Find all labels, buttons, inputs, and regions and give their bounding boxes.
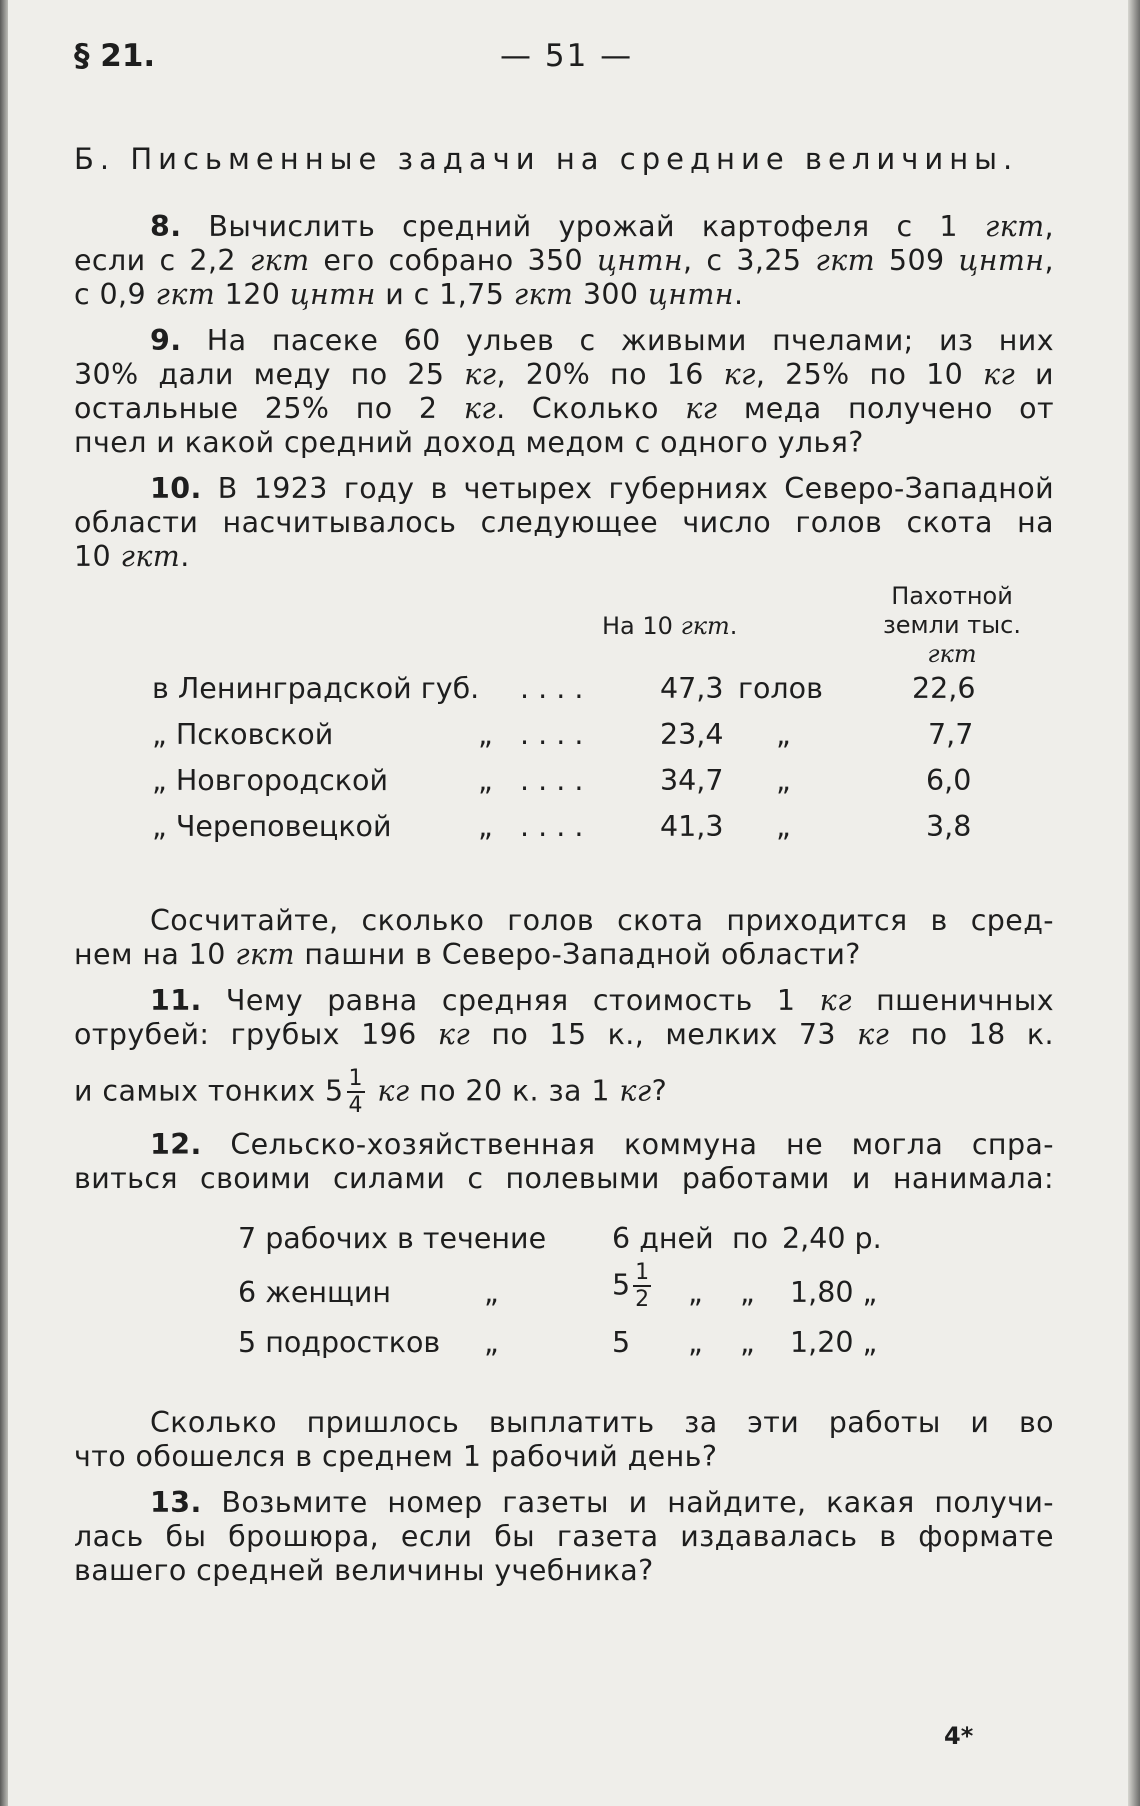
section-heading: Б. Письменные задачи на средние величины.	[74, 142, 1019, 176]
hire-row-2-ditto-2: „	[688, 1276, 703, 1309]
hire-row-2-ditto: „	[484, 1276, 499, 1309]
problem-13-line-3: вашего средней величины учебника?	[74, 1554, 654, 1587]
hire-row-1-days: 6 дней	[612, 1222, 714, 1255]
row-pskov-dots: . . . .	[520, 718, 584, 751]
problem-13-line-1: 13. Возьмите номер газеты и найдите, какая получи-	[150, 1486, 1054, 1519]
row-cherepovets-land: 3,8	[926, 810, 972, 843]
problem-11-line-1: 11. Чему равна средняя стоимость 1 кг пшеничных	[150, 984, 1054, 1017]
row-leningrad-value: 47,3	[660, 672, 724, 705]
hire-row-1-rate: 2,40 р.	[782, 1222, 882, 1255]
hire-row-3-rate: 1,20 „	[790, 1326, 878, 1359]
fraction-one-half: $\frac{1}{2}$	[635, 1260, 650, 1312]
row-cherepovets-ditto: „	[478, 810, 493, 843]
table-col-head-land: Пахотной земли тыс. гкт	[883, 582, 1021, 668]
hire-row-3-ditto-3: „	[740, 1326, 755, 1359]
hire-row-3-who: 5 подростков	[238, 1326, 441, 1359]
hire-row-1-who: 7 рабочих в течение	[238, 1222, 547, 1255]
row-novgorod-unit: „	[776, 764, 791, 797]
problem-12-question-line-2: что обошелся в среднем 1 рабочий день?	[74, 1440, 718, 1473]
row-leningrad-land: 22,6	[912, 672, 976, 705]
fraction-one-quarter: $\frac{1}{4}$	[348, 1066, 363, 1118]
hire-row-3-ditto: „	[484, 1326, 499, 1359]
row-novgorod-name: „ Новгородской	[152, 764, 388, 797]
row-pskov-value: 23,4	[660, 718, 724, 751]
row-pskov-land: 7,7	[928, 718, 974, 751]
page-left-edge	[0, 0, 8, 1806]
section-number: § 21.	[74, 38, 156, 74]
hire-row-2-who: 6 женщин	[238, 1276, 392, 1309]
hire-row-2-days: 5 $\frac{1}{2}$	[612, 1260, 650, 1312]
hire-row-2-ditto-3: „	[740, 1276, 755, 1309]
page-right-edge	[1128, 0, 1140, 1806]
row-leningrad-name: в Ленинградской губ.	[152, 672, 480, 705]
row-cherepovets-unit: „	[776, 810, 791, 843]
problem-12-question-line-1: Сколько пришлось выплатить за эти работы и во	[150, 1406, 1054, 1439]
hire-row-1-pre: по	[732, 1222, 769, 1255]
problem-10-question-line-1: Сосчитайте, сколько голов скота приходится в сред-	[150, 904, 1054, 937]
row-novgorod-land: 6,0	[926, 764, 972, 797]
row-novgorod-value: 34,7	[660, 764, 724, 797]
printer-signature: 4*	[944, 1722, 974, 1750]
page-number: — 51 —	[500, 38, 634, 74]
row-leningrad-unit: голов	[738, 672, 823, 705]
problem-8-line-2: если с 2,2 гкт его собрано 350 цнтн, с 3,25 гкт 509 цнтн,	[74, 244, 1054, 277]
problem-9-line-1: 9. На пасеке 60 ульев с живыми пчелами; из них	[150, 324, 1054, 357]
row-leningrad-dots: . . . .	[520, 672, 584, 705]
problem-11-line-3: и самых тонких 5 $\frac{1}{4}$ кг по 20 к. за 1 кг?	[74, 1066, 668, 1118]
problem-9-line-2: 30% дали меду по 25 кг, 20% по 16 кг, 25% по 10 кг и	[74, 358, 1054, 391]
problem-11-line-2: отрубей: грубых 196 кг по 15 к., мелких 73 кг по 18 к.	[74, 1018, 1054, 1051]
row-pskov-ditto: „	[478, 718, 493, 751]
row-cherepovets-dots: . . . .	[520, 810, 584, 843]
problem-9-line-3: остальные 25% по 2 кг. Сколько кг меда получено от	[74, 392, 1054, 425]
row-novgorod-ditto: „	[478, 764, 493, 797]
hire-row-3-ditto-2: „	[688, 1326, 703, 1359]
hire-row-2-rate: 1,80 „	[790, 1276, 878, 1309]
problem-10-line-2: области насчитывалось следующее число голов скота на	[74, 506, 1054, 539]
problem-12-line-2: виться своими силами с полевыми работами и нанимала:	[74, 1162, 1054, 1195]
hire-row-3-days: 5	[612, 1326, 631, 1359]
problem-13-line-2: лась бы брошюра, если бы газета издавалась в формате	[74, 1520, 1054, 1553]
problem-8-line-3: с 0,9 гкт 120 цнтн и с 1,75 гкт 300 цнтн.	[74, 278, 744, 311]
row-novgorod-dots: . . . .	[520, 764, 584, 797]
row-pskov-name: „ Псковской	[152, 718, 334, 751]
problem-9-line-4: пчел и какой средний доход медом с одного улья?	[74, 426, 864, 459]
row-cherepovets-value: 41,3	[660, 810, 724, 843]
problem-10-line-3: 10 гкт.	[74, 540, 190, 573]
problem-10-line-1: 10. В 1923 году в четырех губерниях Северо-Западной	[150, 472, 1054, 505]
problem-10-question-line-2: нем на 10 гкт пашни в Северо-Западной области?	[74, 938, 861, 971]
problem-8-line-1: 8. Вычислить средний урожай картофеля с 1 гкт,	[150, 210, 1055, 243]
row-pskov-unit: „	[776, 718, 791, 751]
problem-12-line-1: 12. Сельско-хозяйственная коммуна не могла спра-	[150, 1128, 1054, 1161]
table-col-head-per-10: На 10 гкт.	[602, 612, 738, 640]
row-cherepovets-name: „ Череповецкой	[152, 810, 392, 843]
